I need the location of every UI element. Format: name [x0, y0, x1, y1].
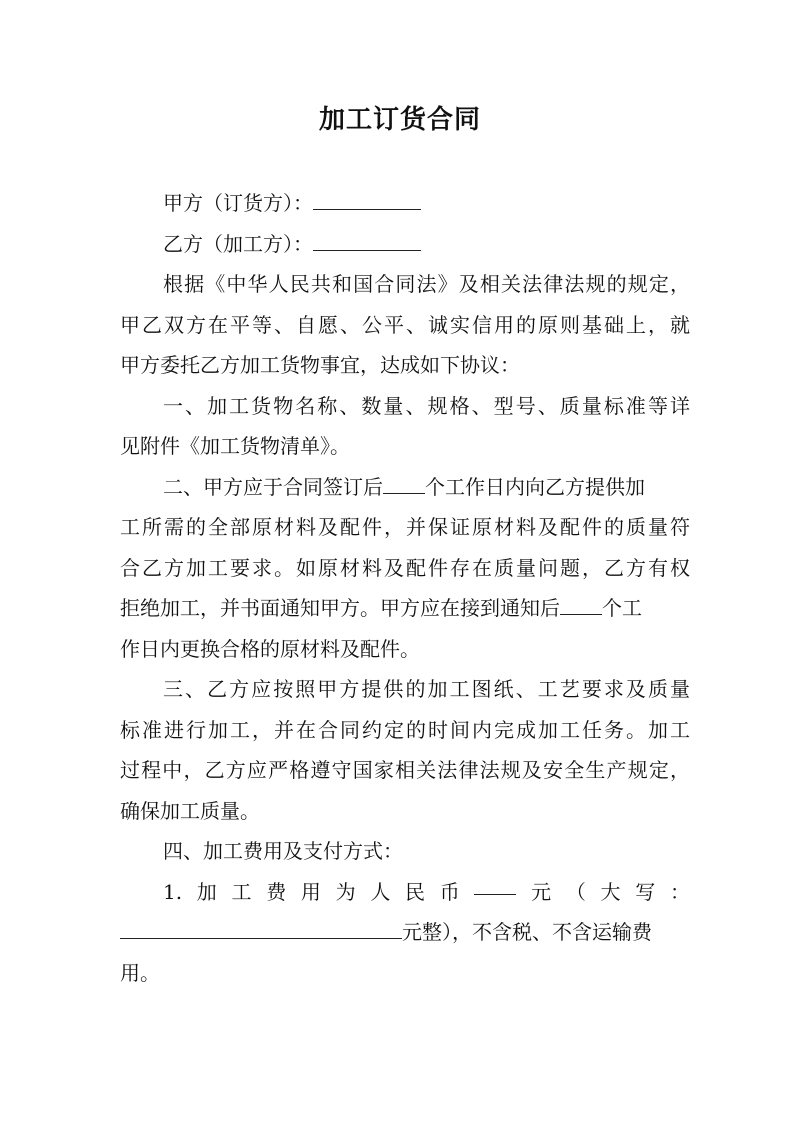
party-b-line	[120, 224, 690, 265]
clause-2-text: 个工	[602, 596, 642, 620]
fee-char: 加	[196, 879, 217, 904]
fee-char: ：	[669, 879, 690, 904]
document-title: 加工订货合同	[318, 105, 481, 135]
fee-char: 工	[231, 879, 252, 904]
party-a-blank	[313, 187, 421, 210]
fee-amount-blank	[474, 872, 516, 895]
contract-body	[120, 183, 690, 993]
clause-2-line: 作日内更换合格的原材料及配件。	[120, 636, 420, 661]
party-b-label: 乙方（加工方）：	[163, 231, 313, 256]
party-a-label: 甲方（订货方）：	[163, 191, 313, 215]
fee-char: 民	[405, 879, 426, 904]
clause-3-line: 确保加工质量。	[120, 798, 260, 823]
preamble-line: 甲方委托乙方加工货物事宜，达成如下协议：	[120, 353, 520, 377]
fee-char: 人	[370, 879, 391, 904]
replacement-days-blank	[560, 592, 602, 615]
clause-3-line: 标准进行加工，并在合同约定的时间内完成加工任务。加工	[120, 717, 690, 742]
clause-1-line: 一、加工货物名称、数量、规格、型号、质量标准等详	[163, 393, 690, 418]
party-a-line	[120, 183, 690, 224]
fee-char: 为	[335, 879, 356, 904]
clause-2-text: 个工作日内向乙方提供加	[425, 474, 645, 499]
clause-4-item-1-line	[120, 912, 690, 953]
clause-2-text: 拒绝加工，并书面通知甲方。甲方应在接到通知后	[120, 596, 560, 620]
fee-uppercase-blank	[120, 916, 402, 939]
clause-2-text: 二、甲方应于合同签订后	[163, 474, 383, 499]
party-b-blank	[313, 228, 421, 251]
fee-char: 写	[635, 879, 656, 904]
clause-4-heading: 四、加工费用及支付方式：	[163, 839, 403, 863]
fee-char: 费	[266, 879, 287, 904]
clause-4-text: 元整），不含税、不含运输费	[402, 920, 652, 944]
fee-char: 币	[439, 879, 460, 904]
fee-char: （	[565, 879, 586, 904]
clause-2-line: 合乙方加工要求。如原材料及配件存在质量问题，乙方有权	[120, 555, 690, 580]
fee-char: 用	[300, 879, 321, 904]
clause-2-line	[120, 467, 690, 508]
clause-3-line: 过程中，乙方应严格遵守国家相关法律法规及安全生产规定，	[120, 758, 690, 782]
fee-char: 大	[600, 879, 621, 904]
clause-3-line: 三、乙方应按照甲方提供的加工图纸、工艺要求及质量	[163, 677, 690, 701]
preamble-line: 甲乙双方在平等、自愿、公平、诚实信用的原则基础上，就	[120, 312, 690, 337]
fee-char: 元	[531, 879, 552, 904]
clause-2-line: 工所需的全部原材料及配件，并保证原材料及配件的质量符	[120, 515, 690, 539]
workdays-blank	[383, 471, 425, 494]
clause-2-line	[120, 588, 690, 629]
preamble-line: 根据《中华人民共和国合同法》及相关法律法规的规定，	[163, 272, 690, 296]
clause-4-item-1-line: 用。	[120, 960, 160, 985]
clause-1-line: 见附件《加工货物清单》。	[120, 434, 350, 458]
fee-char: 1.	[163, 879, 183, 904]
clause-4-item-1-line	[120, 872, 690, 913]
